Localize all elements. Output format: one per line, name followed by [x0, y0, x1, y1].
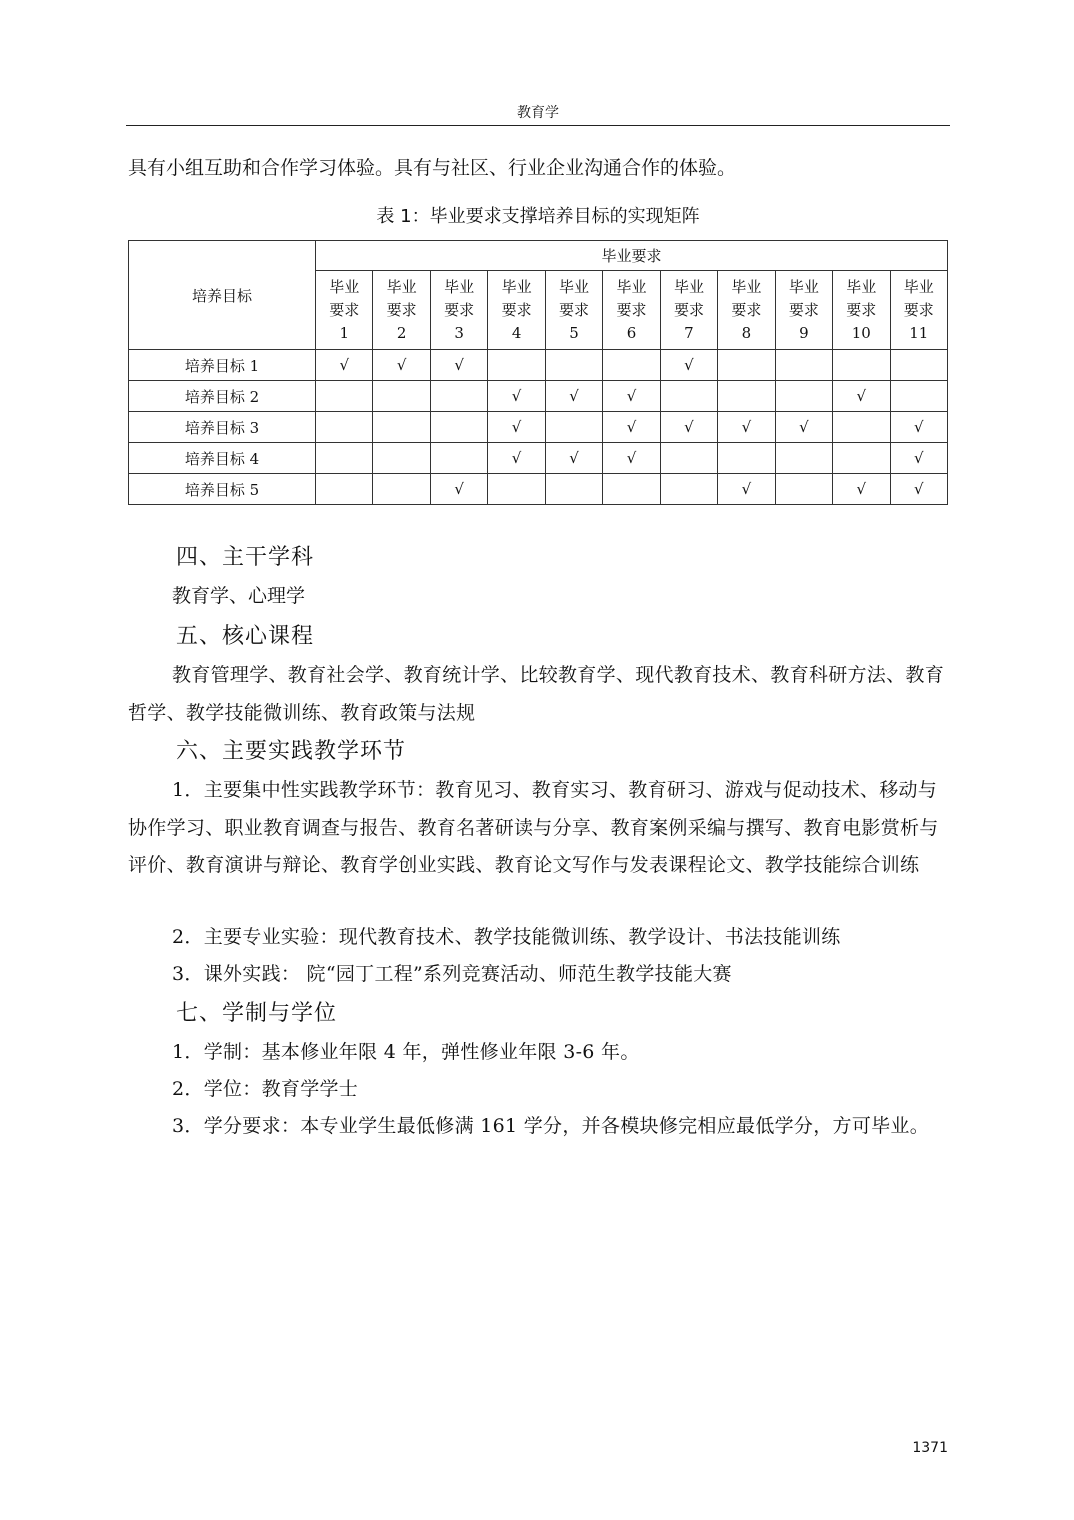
- matrix-cell: √: [488, 381, 545, 412]
- matrix-cell: [316, 381, 373, 412]
- matrix-cell: [833, 443, 890, 474]
- matrix-cell: √: [890, 474, 947, 505]
- goal-label: 培养目标 1: [129, 350, 316, 381]
- matrix-cell: [430, 381, 487, 412]
- matrix-cell: √: [545, 381, 602, 412]
- matrix-cell: [775, 381, 832, 412]
- matrix-cell: [316, 443, 373, 474]
- requirement-header-4: 毕业 要求 4: [488, 271, 545, 350]
- matrix-cell: √: [890, 412, 947, 443]
- section-7-heading: 七、学制与学位: [176, 1001, 338, 1026]
- requirement-header-11: 毕业 要求 11: [890, 271, 947, 350]
- corner-label: 培养目标: [129, 241, 316, 350]
- matrix-cell: [545, 350, 602, 381]
- matrix-cell: [545, 412, 602, 443]
- matrix-cell: [545, 474, 602, 505]
- matrix-cell: [316, 412, 373, 443]
- matrix-cell: √: [833, 381, 890, 412]
- requirement-header-2: 毕业 要求 2: [373, 271, 430, 350]
- matrix-cell: [373, 474, 430, 505]
- matrix-cell: √: [660, 412, 717, 443]
- matrix-cell: √: [660, 350, 717, 381]
- table-row: [129, 412, 948, 443]
- section-6-p3: 3．课外实践： 院“园丁工程”系列竞赛活动、师范生教学技能大赛: [172, 963, 732, 985]
- matrix-cell: [775, 474, 832, 505]
- matrix-cell: [718, 381, 775, 412]
- goal-label: 培养目标 5: [129, 474, 316, 505]
- requirement-header-6: 毕业 要求 6: [603, 271, 660, 350]
- table-row: [129, 443, 948, 474]
- section-7-p1: 1．学制：基本修业年限 4 年，弹性修业年限 3-6 年。: [172, 1041, 640, 1063]
- section-6-p2: 2．主要专业实验：现代教育技术、教学技能微训练、教学设计、书法技能训练: [172, 926, 841, 948]
- section-4-heading: 四、主干学科: [176, 545, 315, 570]
- matrix-cell: [718, 350, 775, 381]
- section-5-heading: 五、核心课程: [176, 624, 315, 649]
- matrix-cell: [603, 474, 660, 505]
- matrix-cell: [488, 474, 545, 505]
- page-number: 1371: [912, 1440, 948, 1456]
- matrix-cell: [660, 474, 717, 505]
- section-6-heading: 六、主要实践教学环节: [176, 739, 407, 764]
- matrix-cell: √: [430, 474, 487, 505]
- requirement-header-10: 毕业 要求 10: [833, 271, 890, 350]
- matrix-cell: √: [718, 474, 775, 505]
- matrix-cell: √: [775, 412, 832, 443]
- matrix-cell: [373, 412, 430, 443]
- matrix-cell: [660, 381, 717, 412]
- matrix-cell: √: [603, 381, 660, 412]
- section-4-body: 教育学、心理学: [172, 585, 306, 607]
- table-row: [129, 350, 948, 381]
- matrix-cell: √: [833, 474, 890, 505]
- requirement-header-5: 毕业 要求 5: [545, 271, 602, 350]
- matrix-cell: [660, 443, 717, 474]
- section-5-body: 教育管理学、教育社会学、教育统计学、比较教育学、现代教育技术、教育科研方法、教育哲学、教学技能微训练、教育政策与法规: [128, 664, 945, 724]
- matrix-cell: √: [488, 412, 545, 443]
- section-7-p2: 2．学位：教育学学士: [172, 1078, 359, 1100]
- matrix-cell: [890, 381, 947, 412]
- matrix-cell: [775, 350, 832, 381]
- goal-label: 培养目标 2: [129, 381, 316, 412]
- matrix-cell: [430, 412, 487, 443]
- matrix-cell: [775, 443, 832, 474]
- matrix-cell: [373, 443, 430, 474]
- goal-label: 培养目标 3: [129, 412, 316, 443]
- matrix-cell: √: [545, 443, 602, 474]
- table-row: [129, 381, 948, 412]
- running-header: 教育学: [517, 105, 559, 121]
- group-label: 毕业要求: [316, 241, 948, 271]
- matrix-cell: [833, 412, 890, 443]
- matrix-cell: √: [430, 350, 487, 381]
- table-caption: 表 1：毕业要求支撑培养目标的实现矩阵: [376, 206, 700, 227]
- requirements-matrix: [128, 240, 948, 505]
- section-7-p3: 3．学分要求：本专业学生最低修满 161 学分，并各模块修完相应最低学分，方可毕业。: [172, 1115, 930, 1137]
- matrix-cell: √: [718, 412, 775, 443]
- matrix-cell: [373, 381, 430, 412]
- requirement-header-7: 毕业 要求 7: [660, 271, 717, 350]
- requirement-header-9: 毕业 要求 9: [775, 271, 832, 350]
- table-row: [129, 474, 948, 505]
- matrix-cell: √: [890, 443, 947, 474]
- section-6-p1: 1．主要集中性实践教学环节：教育见习、教育实习、教育研习、游戏与促动技术、移动与协作学习、职业教育调查与报告、教育名著研读与分享、教育案例采编与撰写、教育电影赏析与评价、教育演讲与辩论、教育学创业实践、教育论文写作与发表课程论文、教学技能综合训练: [128, 779, 939, 876]
- goal-label: 培养目标 4: [129, 443, 316, 474]
- matrix-cell: [603, 350, 660, 381]
- header-rule: [126, 125, 950, 126]
- requirement-header-8: 毕业 要求 8: [718, 271, 775, 350]
- matrix-cell: √: [603, 443, 660, 474]
- matrix-cell: √: [373, 350, 430, 381]
- intro-line: 具有小组互助和合作学习体验。具有与社区、行业企业沟通合作的体验。: [128, 157, 737, 179]
- matrix-cell: [430, 443, 487, 474]
- requirement-header-3: 毕业 要求 3: [430, 271, 487, 350]
- matrix-cell: [718, 443, 775, 474]
- requirement-header-1: 毕业 要求 1: [316, 271, 373, 350]
- matrix-cell: √: [316, 350, 373, 381]
- matrix-cell: [890, 350, 947, 381]
- matrix-cell: [833, 350, 890, 381]
- matrix-cell: [488, 350, 545, 381]
- matrix-cell: [316, 474, 373, 505]
- matrix-cell: √: [603, 412, 660, 443]
- matrix-cell: √: [488, 443, 545, 474]
